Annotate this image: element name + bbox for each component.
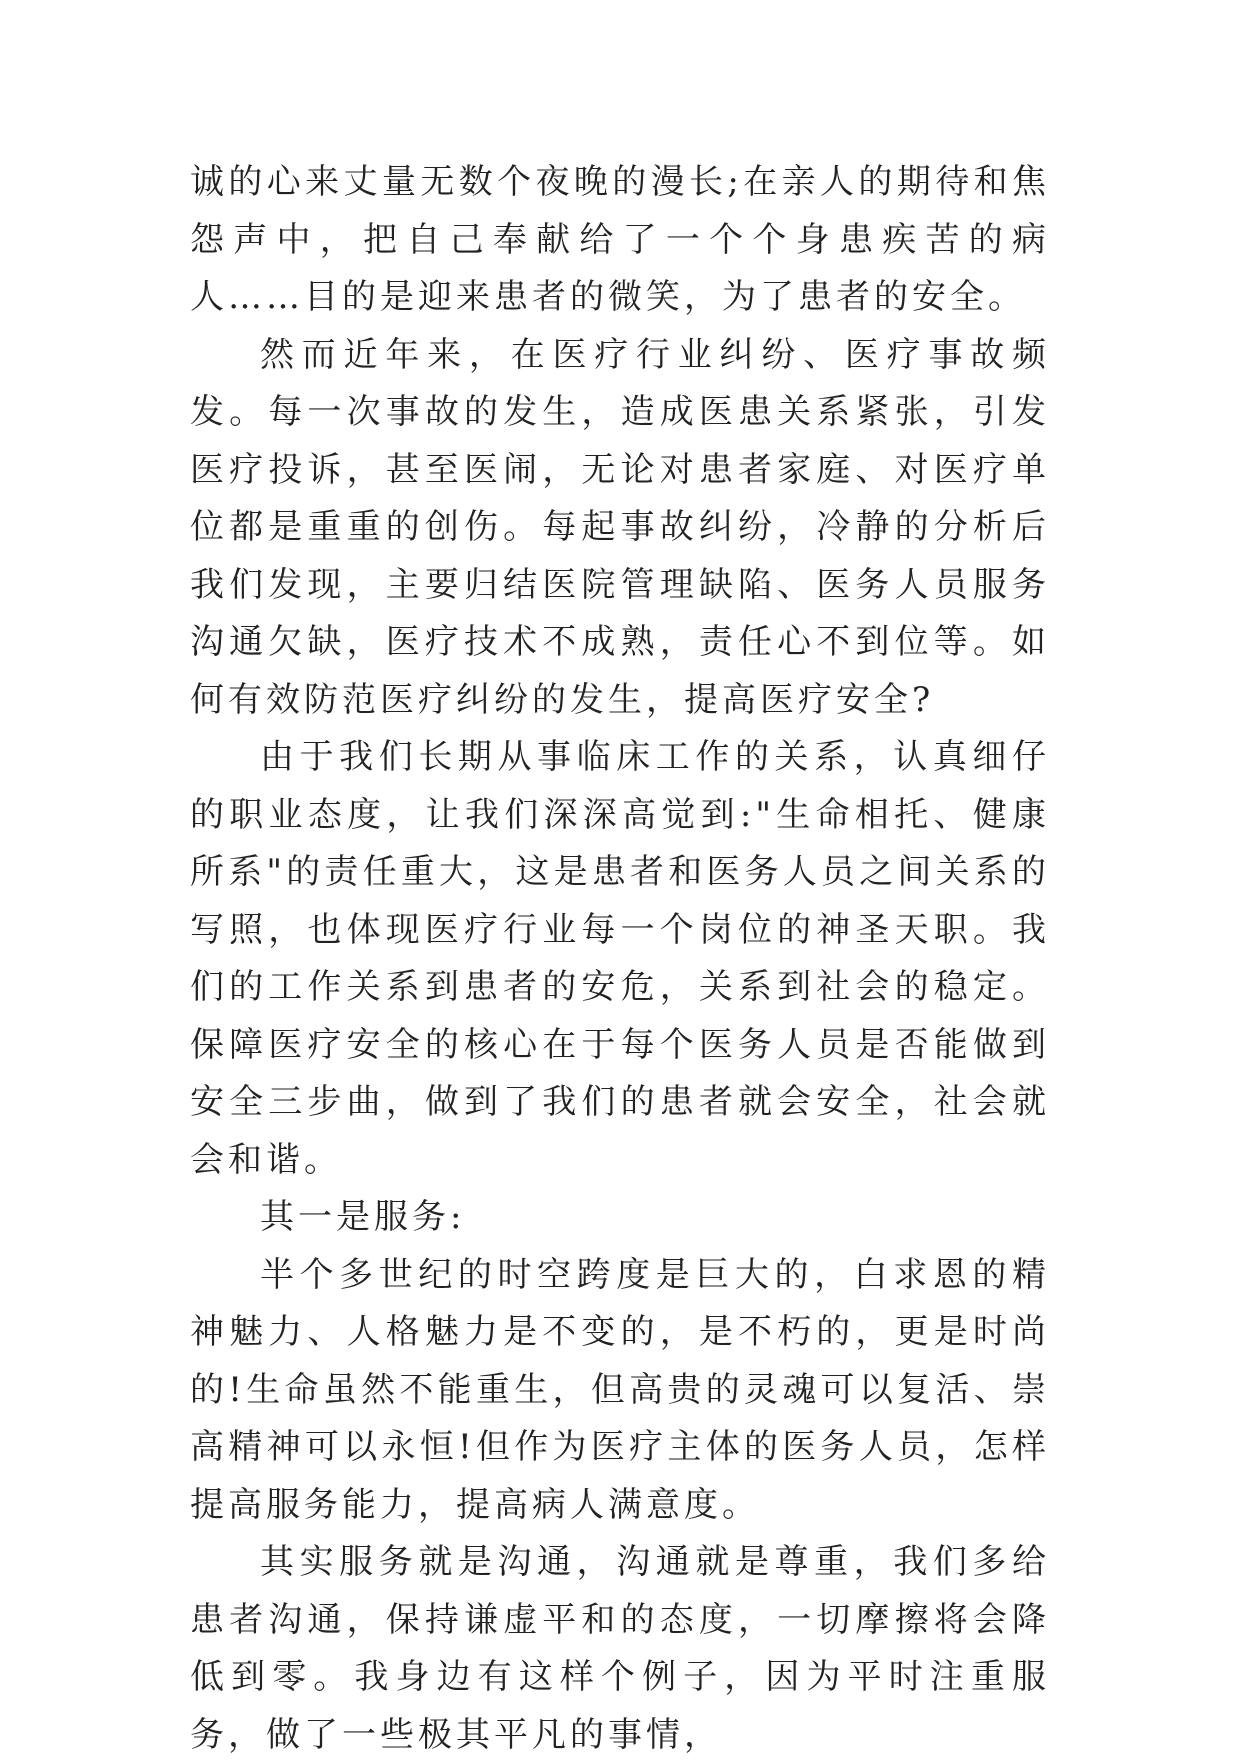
paragraph-2: 然而近年来，在医疗行业纠纷、医疗事故频发。每一次事故的发生，造成医患关系紧张，引发医疗投诉，甚至医闹，无论对患者家庭、对医疗单位都是重重的创伤。每起事故纠纷，冷静的分析后我们发现，主要归结医院管理缺陷、医务人员服务沟通欠缺，医疗技术不成熟，责任心不到位等。如何有效防范医疗纠纷的发生，提高医疗安全? [190, 334, 1050, 720]
paragraph-3: 由于我们长期从事临床工作的关系，认真细仔的职业态度，让我们深深高觉到:"生命相托、健康所系"的责任重大，这是患者和医务人员之间关系的写照，也体现医疗行业每一个岗位的神圣天职。我们的工作关系到患者的安危，关系到社会的稳定。保障医疗安全的核心在于每个医务人员是否能做到安全三步曲，做到了我们的患者就会安全，社会就会和谐。 [190, 737, 1050, 1180]
paragraph-5: 半个多世纪的时空跨度是巨大的，白求恩的精神魅力、人格魅力是不变的，是不朽的，更是时尚的!生命虽然不能重生，但高贵的灵魂可以复活、崇高精神可以永恒!但作为医疗主体的医务人员，怎样提高服务能力，提高病人满意度。 [190, 1254, 1050, 1525]
paragraph-6: 其实服务就是沟通，沟通就是尊重，我们多给患者沟通，保持谦虚平和的态度，一切摩擦将会降低到零。我身边有这样个例子，因为平时注重服务，做了一些极其平凡的事情， [190, 1542, 1050, 1755]
paragraph-4: 其一是服务: [260, 1197, 466, 1237]
document-body [190, 154, 1050, 1764]
paragraph-1: 诚的心来丈量无数个夜晚的漫长;在亲人的期待和焦怨声中，把自己奉献给了一个个身患疾苦的病人……目的是迎来患者的微笑，为了患者的安全。 [190, 162, 1050, 317]
